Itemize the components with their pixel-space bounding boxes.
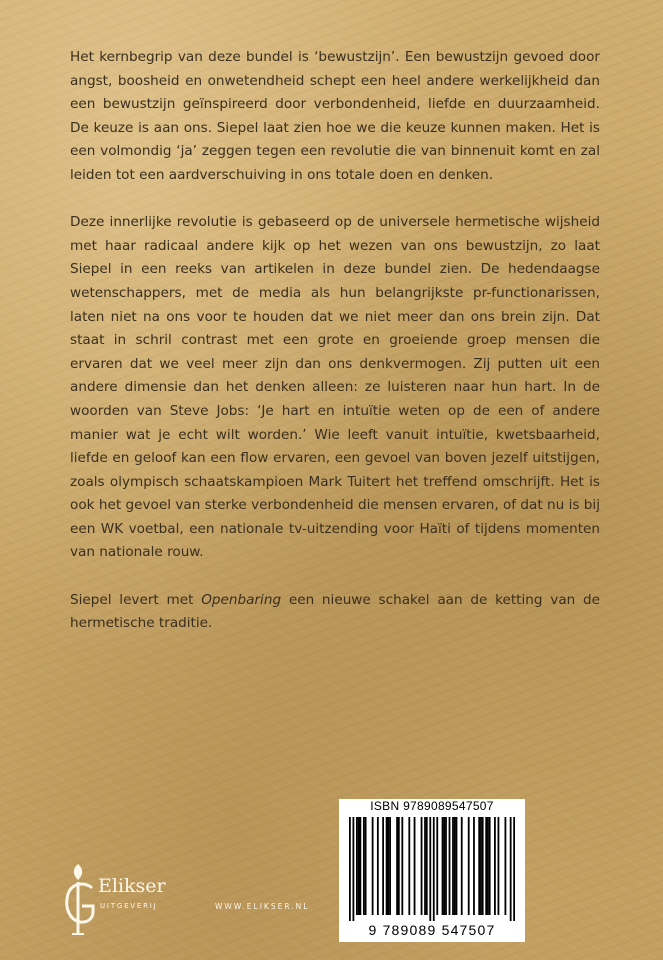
barcode-bar [372,817,374,915]
barcode-bar [482,817,484,915]
book-title: Openbaring [201,591,282,608]
barcode-bar [414,817,416,915]
isbn-barcode [339,799,525,942]
barcode-bar [421,817,423,915]
barcode-bar [408,817,410,915]
barcode-bar [424,817,426,915]
paragraph-3 [70,589,600,636]
barcode-bar [389,817,391,915]
barcode-bar [494,817,496,915]
isbn-label: ISBN 9789089547507 [370,799,494,813]
barcode-bar [401,817,403,915]
barcode-bar [377,817,379,915]
barcode-bar [359,817,361,915]
publisher-name: Elikser [98,875,166,897]
barcode-bar [426,817,428,915]
publisher-website: WWW.ELIKSER.NL [215,902,310,911]
barcode-bar [449,817,451,915]
paragraph-2: Deze innerlijke revolutie is gebaseerd op de universele hermetische wijsheid met haar radicaal andere kijk op het wezen van ons bewustzijn, zo laat Siepel in een reeks van artikelen in deze bundel zien. De hedendaagse wetenschappers, met de media als hun belangrijkste pr-functionarissen, laten niet na ons voor te houden dat we niet meer dan ons brein zijn. Dat staat in schril contrast met een grote en groeiende groep mensen die ervaren dat we veel meer zijn dan ons denkvermogen. Zij putten uit een andere dimensie dan het denken alleen: ze luisteren naar hun hart. In de woorden van Steve Jobs: ‘Je hart en intuïtie weten op de een of andere manier wat je echt wilt worden.’ Wie leeft vanuit intuïtie, kwetsbaarheid, liefde en geloof kan een flow ervaren, een gevoel van boven jezelf uitstijgen, zoals olympisch schaatskampioen Mark Tuitert het treffend omschrijft. Het is ook het gevoel van sterke verbondenheid die mensen ervaren, of dat nu is bij een WK voetbal, een nationale tv-uitzending voor Haïti of tijdens momenten van nationale rouw. [70,214,600,561]
barcode-bar [454,817,456,915]
barcode-digits: 9 789089 547507 [368,922,496,938]
barcode-bar [398,817,400,915]
barcode-bar [489,817,491,915]
barcode-bar [478,817,480,915]
barcode-bar [363,817,365,915]
barcode-bar [429,817,431,921]
barcode-bar [513,817,515,921]
barcode-bar [473,817,475,915]
paragraph-1: Het kernbegrip van deze bundel is ‘bewustzijn’. Een bewustzijn gevoed door angst, boosheid en onwetendheid schept een heel andere werkelijkheid dan een bewustzijn geïnspireerd door verbondenheid, liefde en duurzaamheid. De keuze is aan ons. Siepel laat zien hoe we die keuze kunnen maken. Het is een volmondig ‘ja’ zeggen tegen een revolutie die van binnenuit komt en zal leiden tot een aardverschuiving in ons totale doen en denken. [70,49,600,183]
barcode-bar [461,817,463,915]
barcode-bar [498,817,500,915]
barcode-bar [349,817,351,921]
elikser-logo-icon [58,860,102,938]
barcode-bar [387,817,389,915]
barcode-bar [468,817,470,915]
barcode-bar [442,817,444,915]
barcode-bars [349,817,515,921]
barcode-bar [433,817,435,921]
barcode-bar [480,817,482,915]
barcode-bar [386,817,388,915]
barcode-bar [358,817,360,915]
paragraph-3-start: Siepel levert met [70,591,202,608]
barcode-bar [485,817,487,915]
barcode-bar [352,817,354,921]
barcode-bar [452,817,454,915]
barcode-bar [505,817,507,915]
paragraph-3-end: een nieuwe schakel aan de ketting van de hermetische traditie. [70,591,601,632]
barcode-bar [365,817,367,915]
barcode-bar [487,817,489,915]
barcode-bar [445,817,447,915]
barcode-bar [382,817,384,915]
back-cover-text [70,46,600,659]
barcode-bar [396,817,398,915]
publisher-subtitle: UITGEVERIJ [100,902,158,910]
barcode-bar [456,817,458,915]
barcode-bar [356,817,358,915]
barcode-bar [436,817,438,915]
publisher-logo [58,860,208,940]
barcode-bar [510,817,512,921]
barcode-bar [443,817,445,915]
